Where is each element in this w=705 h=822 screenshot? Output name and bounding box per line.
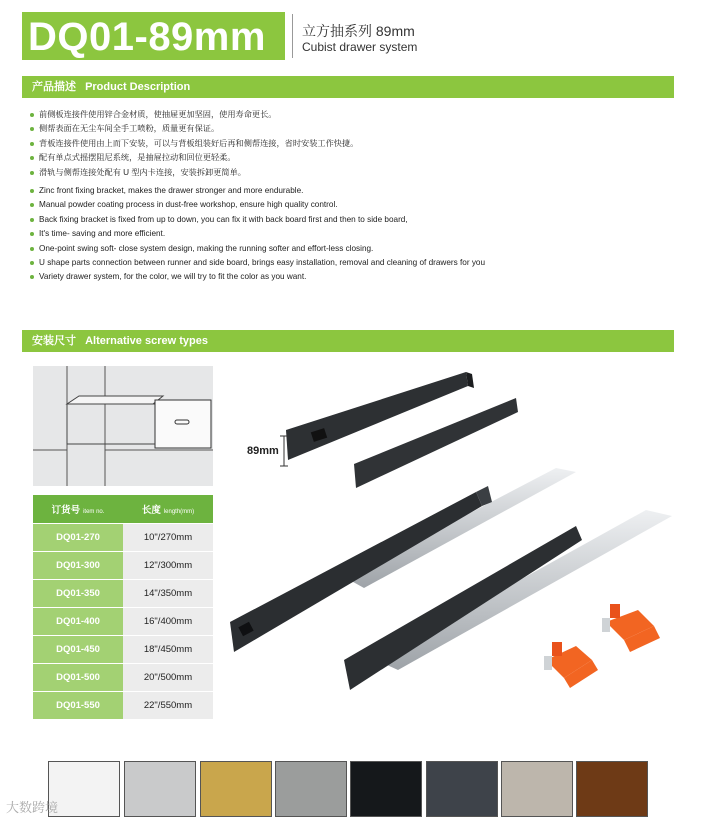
dimension-label: 89mm xyxy=(247,445,279,457)
bullet-en: It's time- saving and more efficient. xyxy=(30,227,485,241)
item-no-cell: DQ01-350 xyxy=(33,580,123,608)
subtitle-cn: 立方抽系列 89mm xyxy=(302,23,415,39)
length-cell: 20"/500mm xyxy=(123,664,213,692)
drawer-system-product-image xyxy=(226,360,696,720)
table-row xyxy=(33,692,213,720)
table-row xyxy=(33,552,213,580)
description-bullets-en xyxy=(30,184,485,285)
screw-types-heading xyxy=(22,330,674,352)
swatch-linen xyxy=(501,761,573,817)
swatch-dark-wood-grain xyxy=(426,761,498,817)
bullet-en: Variety drawer system, for the color, we will try to fit the color as you want. xyxy=(30,270,485,284)
table-row xyxy=(33,664,213,692)
item-no-cell: DQ01-550 xyxy=(33,692,123,720)
length-header: 长度 length(mm) xyxy=(123,495,213,524)
item-no-cell: DQ01-450 xyxy=(33,636,123,664)
heading-cn: 产品描述 xyxy=(32,81,76,93)
swatch-light-grey xyxy=(124,761,196,817)
length-cell: 14"/350mm xyxy=(123,580,213,608)
table-row xyxy=(33,636,213,664)
title-divider xyxy=(292,14,293,58)
heading-en: Alternative screw types xyxy=(85,335,208,347)
watermark: 大数跨境 xyxy=(6,800,59,815)
subtitle-en: Cubist drawer system xyxy=(302,40,418,54)
swatch-black xyxy=(350,761,422,817)
item-no-cell: DQ01-500 xyxy=(33,664,123,692)
item-no-cell: DQ01-300 xyxy=(33,552,123,580)
item-no-cell: DQ01-400 xyxy=(33,608,123,636)
length-cell: 12"/300mm xyxy=(123,552,213,580)
bullet-en: Zinc front fixing bracket, makes the drawer stronger and more endurable. xyxy=(30,184,485,198)
table-row xyxy=(33,608,213,636)
bullet-en: Back fixing bracket is fixed from up to down, you can fix it with back board first and then to side board, xyxy=(30,213,485,227)
bullet-en: U shape parts connection between runner and side board, brings easy installation, removal and cleaning of drawers for you xyxy=(30,256,485,270)
table-header-row xyxy=(33,495,213,524)
bullet-cn: 前侧板连接件使用锌合金材质，使抽屉更加坚固，使用寿命更长。 xyxy=(30,108,358,122)
length-cell: 22"/550mm xyxy=(123,692,213,720)
bullet-en: One-point swing soft- close system design, making the running softer and effort-less closing. xyxy=(30,242,485,256)
bullet-cn: 背板连接件使用由上而下安装，可以与背板组装好后再和侧帮连接，省时安装工作快捷。 xyxy=(30,137,358,151)
table-row xyxy=(33,524,213,552)
bullet-en: Manual powder coating process in dust-free workshop, ensure high quality control. xyxy=(30,198,485,212)
item-length-table xyxy=(33,495,213,720)
length-cell: 18"/450mm xyxy=(123,636,213,664)
swatch-gold xyxy=(200,761,272,817)
item-no-cell: DQ01-270 xyxy=(33,524,123,552)
bullet-cn: 滑轨与侧帮连接处配有 U 型内卡连接，安装拆卸更简单。 xyxy=(30,166,358,180)
swatch-white xyxy=(48,761,120,817)
bullet-cn: 配有单点式摇摆阻尼系统，是抽屉拉动和回位更轻柔。 xyxy=(30,151,358,165)
model-title-box xyxy=(22,12,285,60)
length-cell: 16"/400mm xyxy=(123,608,213,636)
item-no-header: 订货号 item no. xyxy=(33,495,123,524)
product-description-heading xyxy=(22,76,674,98)
bullet-cn: 侧帮表面在无尘车间全手工喷粉，质量更有保证。 xyxy=(30,122,358,136)
swatch-grey xyxy=(275,761,347,817)
swatch-walnut xyxy=(576,761,648,817)
heading-cn: 安装尺寸 xyxy=(32,335,76,347)
length-cell: 10"/270mm xyxy=(123,524,213,552)
model-title: DQ01-89mm xyxy=(28,15,266,59)
table-row xyxy=(33,580,213,608)
description-bullets-cn xyxy=(30,108,358,180)
heading-en: Product Description xyxy=(85,81,191,93)
drawer-cabinet-illustration xyxy=(33,366,213,486)
